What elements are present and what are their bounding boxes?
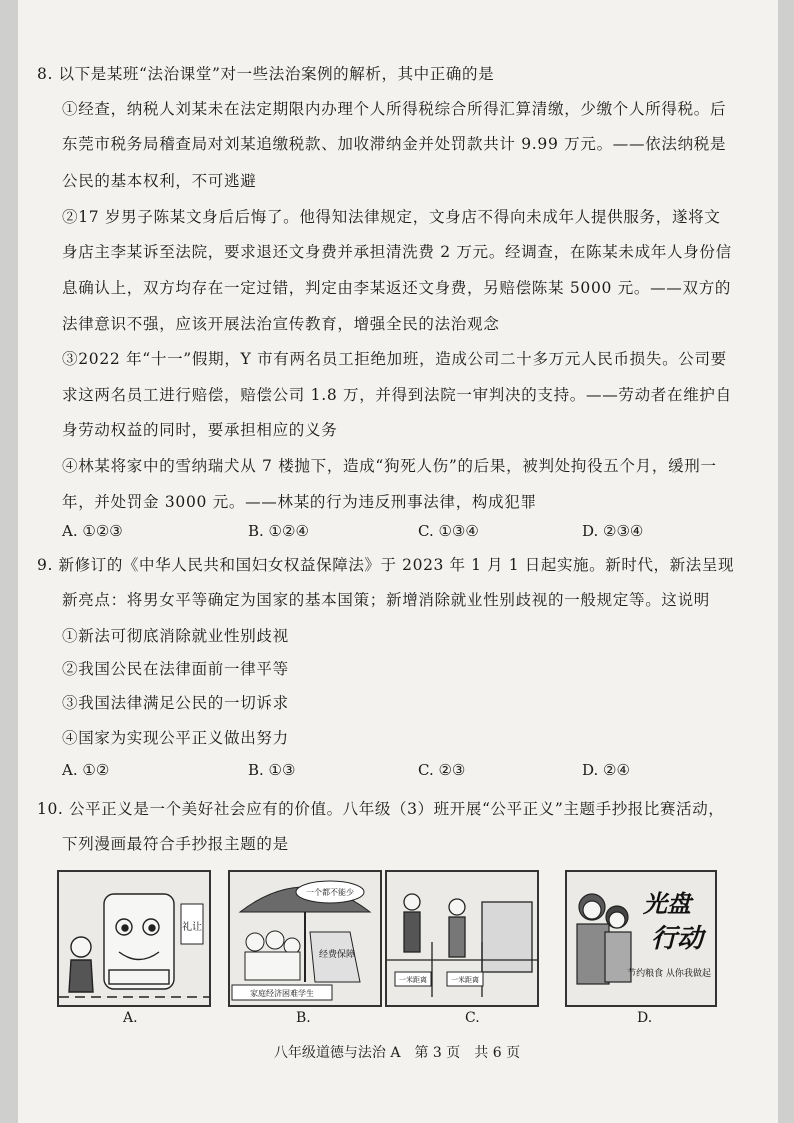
cartoon-a-drawing bbox=[59, 872, 209, 1005]
q9-item-1: ①新法可彻底消除就业性别歧视 bbox=[62, 627, 289, 645]
q8-option-c: C. ①③④ bbox=[418, 522, 479, 540]
q9-item-2: ②我国公民在法律面前一律平等 bbox=[62, 660, 289, 678]
cartoon-d-slogan: 节约粮食 从你我做起 bbox=[627, 969, 711, 979]
cartoon-d-label: D. bbox=[637, 1010, 653, 1026]
cartoon-d bbox=[565, 870, 717, 1007]
q8-line-11: ④林某将家中的雪纳瑞犬从 7 楼抛下，造成“狗死人伤”的后果，被判处拘役五个月，缓刑一 bbox=[62, 457, 717, 475]
q8-line-6: 息确认上，双方均存在一定过错，判定由李某返还文身费，另赔偿陈某 5000 元。——双方的 bbox=[62, 279, 732, 297]
cartoon-b-caption: 家庭经济困难学生 bbox=[250, 989, 314, 998]
q9-option-d: D. ②④ bbox=[582, 761, 630, 779]
q8-line-3: 公民的基本权利，不可逃避 bbox=[62, 172, 257, 190]
cartoon-d-title-2: 行动 bbox=[650, 924, 704, 954]
q8-line-12: 年，并处罚金 3000 元。——林某的行为违反刑事法律，构成犯罪 bbox=[62, 493, 537, 511]
cartoon-b-label: B. bbox=[296, 1010, 311, 1026]
cartoon-c-sign-1: 一米距离 bbox=[399, 976, 427, 984]
q8-line-2: 东莞市税务局稽查局对刘某追缴税款、加收滞纳金并处罚款共计 9.99 万元。——依法纳税是 bbox=[62, 135, 727, 153]
cartoon-c-drawing bbox=[387, 872, 537, 1005]
q8-line-10: 身劳动权益的同时，要承担相应的义务 bbox=[62, 421, 338, 439]
cartoon-c bbox=[385, 870, 539, 1007]
q9-option-a: A. ①② bbox=[62, 761, 110, 779]
q8-option-d: D. ②③④ bbox=[582, 522, 644, 540]
cartoon-d-title-1: 光盘 bbox=[643, 890, 691, 918]
q8-line-4: ②17 岁男子陈某文身后后悔了。他得知法律规定，文身店不得向未成年人提供服务，遂将文 bbox=[62, 208, 721, 226]
q10-stem-line-2: 下列漫画最符合手抄报主题的是 bbox=[62, 835, 289, 853]
cartoon-b bbox=[228, 870, 382, 1007]
q8-option-a: A. ①②③ bbox=[62, 522, 123, 540]
q8-line-1: ①经查，纳税人刘某未在法定期限内办理个人所得税综合所得汇算清缴，少缴个人所得税。后 bbox=[62, 100, 727, 118]
cartoon-a bbox=[57, 870, 211, 1007]
q8-line-7: 法律意识不强，应该开展法治宣传教育，增强全民的法治观念 bbox=[62, 315, 500, 333]
q9-option-c: C. ②③ bbox=[418, 761, 466, 779]
cartoon-a-sign: 礼让 bbox=[182, 922, 202, 933]
cartoon-b-box: 经费保障 bbox=[318, 950, 356, 960]
cartoon-c-label: C. bbox=[465, 1010, 480, 1026]
cartoon-b-drawing bbox=[230, 872, 380, 1005]
q9-stem-line-2: 新亮点：将男女平等确定为国家的基本国策；新增消除就业性别歧视的一般规定等。这说明 bbox=[62, 591, 711, 609]
q9-item-4: ④国家为实现公平正义做出努力 bbox=[62, 729, 289, 747]
q10-stem-line-1: 10. 公平正义是一个美好社会应有的价值。八年级（3）班开展“公平正义”主题手抄报比赛活动， bbox=[37, 800, 725, 818]
q8-line-8: ③2022 年“十一”假期，Y 市有两名员工拒绝加班，造成公司二十多万元人民币损失。公司要 bbox=[62, 350, 727, 368]
cartoon-b-bubble: 一个都不能少 bbox=[306, 888, 354, 897]
page-footer: 八年级道德与法治 A 第 3 页 共 6 页 bbox=[273, 1045, 521, 1061]
q9-item-3: ③我国法律满足公民的一切诉求 bbox=[62, 694, 289, 712]
q8-option-b: B. ①②④ bbox=[248, 522, 309, 540]
cartoon-c-sign-2: 一米距离 bbox=[451, 976, 479, 984]
q8-line-9: 求这两名员工进行赔偿，赔偿公司 1.8 万，并得到法院一审判决的支持。——劳动者在维护自 bbox=[62, 386, 732, 404]
q8-line-5: 身店主李某诉至法院，要求退还文身费并承担清洗费 2 万元。经调查，在陈某未成年人身份信 bbox=[62, 243, 732, 261]
q9-option-b: B. ①③ bbox=[248, 761, 296, 779]
q8-stem: 8. 以下是某班“法治课堂”对一些法治案例的解析，其中正确的是 bbox=[37, 65, 495, 83]
cartoon-a-label: A. bbox=[123, 1010, 138, 1026]
q9-stem-line-1: 9. 新修订的《中华人民共和国妇女权益保障法》于 2023 年 1 月 1 日起实施。新时代，新法呈现 bbox=[37, 556, 735, 574]
cartoon-d-drawing bbox=[567, 872, 715, 1005]
